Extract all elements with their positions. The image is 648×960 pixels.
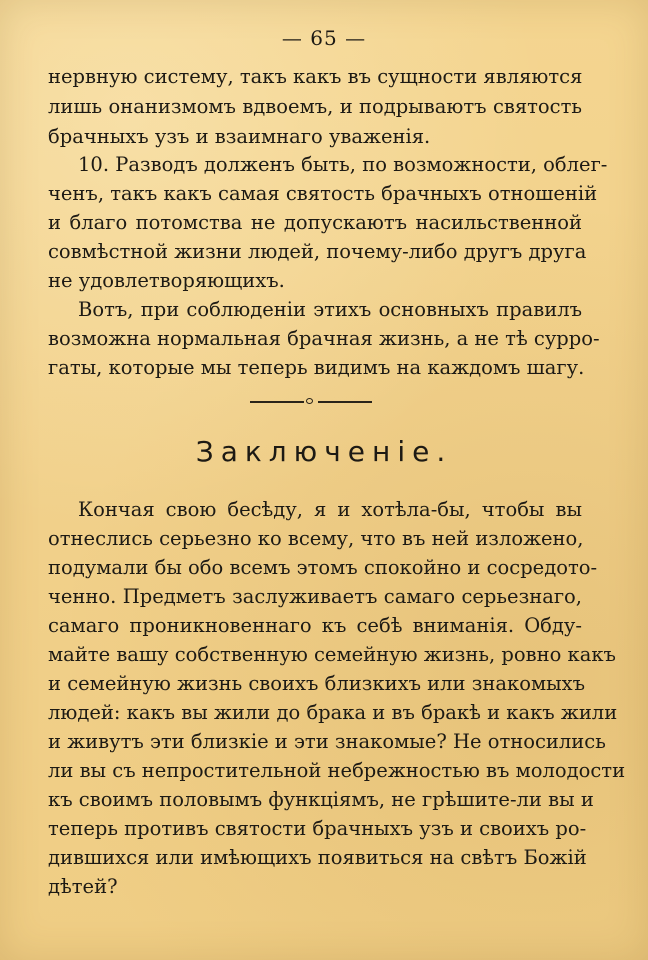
text-line: и благо потомства не допускаютъ насильственной	[48, 211, 582, 234]
text-line: подумали бы обо всемъ этомъ спокойно и сосредото-	[48, 556, 598, 579]
text-line: и семейную жизнь своихъ близкихъ или знакомыхъ	[48, 672, 586, 695]
text-line: самаго проникновеннаго къ себѣ вниманія. Обду-	[48, 614, 582, 637]
text-line: лишь онанизмомъ вдвоемъ, и подрываютъ святость	[48, 95, 582, 118]
text-line: гаты, которые мы теперь видимъ на каждомъ шагу.	[48, 356, 585, 379]
separator-line-right	[318, 401, 372, 403]
text-line: дившихся или имѣющихъ появиться на свѣтъ Божій	[48, 846, 587, 869]
text-line: людей: какъ вы жили до брака и въ бракѣ и какъ жили	[48, 701, 618, 724]
text-line: совмѣстной жизни людей, почему-либо другъ друга	[48, 240, 587, 263]
text-line: возможна нормальная брачная жизнь, а не тѣ сурро-	[48, 327, 600, 350]
text-line: отнеслись серьезно ко всему, что въ ней изложено,	[48, 527, 584, 550]
section-heading: Заключеніе.	[195, 435, 453, 468]
text-line: теперь противъ святости брачныхъ узъ и своихъ ро-	[48, 817, 587, 840]
text-line: ченно. Предметъ заслуживаетъ самаго серьезнаго,	[48, 585, 582, 608]
text-line: ли вы съ непростительной небрежностью въ молодости	[48, 759, 626, 782]
text-line: къ своимъ половымъ функціямъ, не грѣшите-ли вы и	[48, 788, 594, 811]
text-line: Вотъ, при соблюденіи этихъ основныхъ правилъ	[78, 298, 582, 321]
page-number: — 65 —	[281, 26, 367, 50]
text-line: и живутъ эти близкіе и эти знакомые? Не относились	[48, 730, 606, 753]
text-line: Кончая свою бесѣду, я и хотѣла-бы, чтобы вы	[78, 498, 582, 521]
separator-line-left	[250, 401, 304, 403]
separator-dot-icon	[306, 398, 313, 404]
text-line: 10. Разводъ долженъ быть, по возможности, облег-	[78, 153, 608, 176]
text-line: ченъ, такъ какъ самая святость брачныхъ отношеній	[48, 182, 598, 205]
text-line: майте вашу собственную семейную жизнь, ровно какъ	[48, 643, 616, 666]
text-line: дѣтей?	[48, 875, 118, 898]
text-line: брачныхъ узъ и взаимнаго уваженія.	[48, 125, 431, 148]
section-separator	[250, 398, 372, 406]
text-line: нервную систему, такъ какъ въ сущности являются	[48, 65, 583, 88]
text-line: не удовлетворяющихъ.	[48, 269, 285, 292]
